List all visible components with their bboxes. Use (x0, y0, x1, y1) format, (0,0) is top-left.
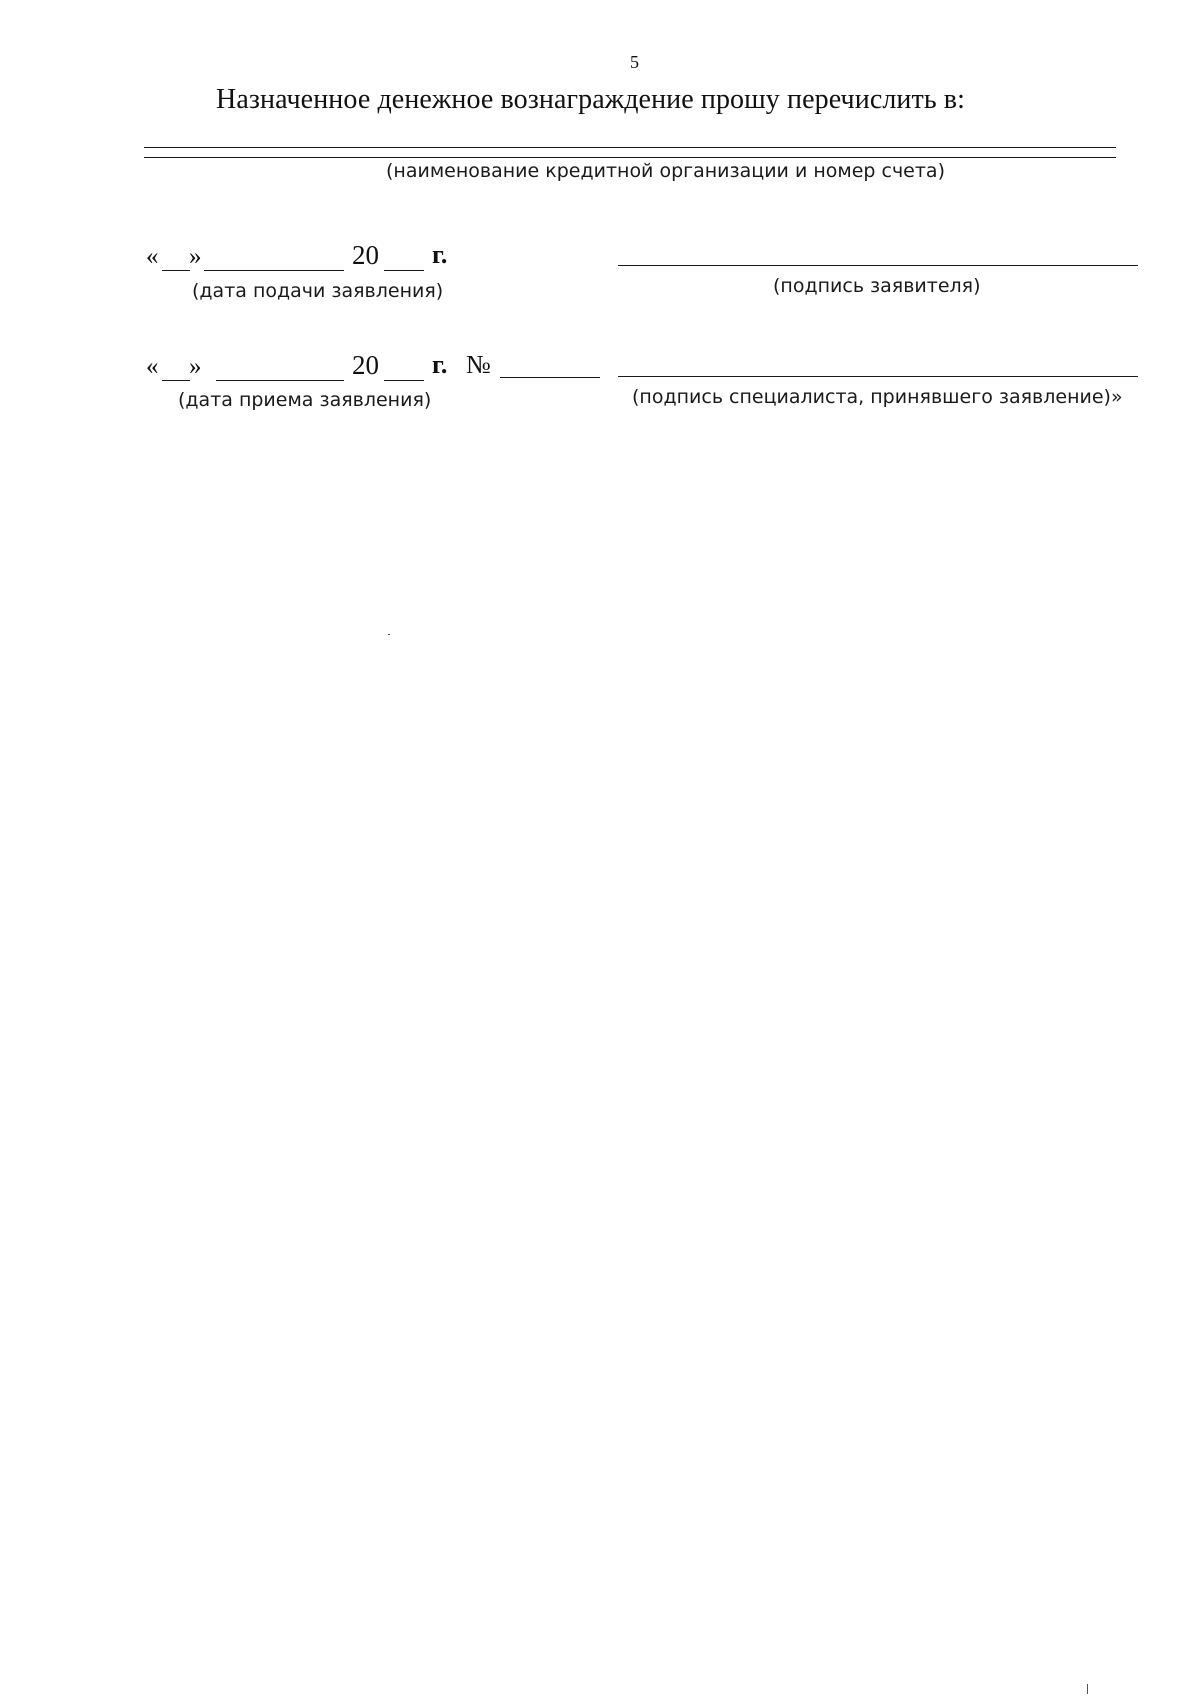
acceptance-day-close-quote: » (189, 353, 202, 380)
scan-speck-edge (1087, 1684, 1088, 1694)
bank-account-line-lower (144, 157, 1116, 158)
payment-instruction-text: Назначенное денежное вознаграждение прошу перечислить в: (216, 84, 966, 115)
specialist-signature-caption: (подпись специалиста, принявшего заявление)» (632, 386, 1123, 408)
page-number: 5 (630, 52, 639, 72)
submission-date-caption: (дата подачи заявления) (192, 280, 444, 302)
specialist-signature-line (618, 376, 1138, 377)
acceptance-date-caption: (дата приема заявления) (178, 389, 432, 411)
submission-month-line (204, 270, 344, 271)
applicant-signature-caption: (подпись заявителя) (773, 275, 981, 297)
bank-account-line (144, 147, 1116, 148)
submission-year-prefix: 20 (352, 240, 379, 270)
acceptance-day-line (162, 380, 190, 381)
acceptance-year-suffix: г. (432, 350, 448, 379)
acceptance-day-open-quote: « (146, 353, 159, 380)
acceptance-year-line (384, 380, 424, 381)
acceptance-month-line (216, 380, 344, 381)
submission-day-close-quote: » (189, 243, 202, 270)
applicant-signature-line (618, 265, 1138, 266)
submission-day-open-quote: « (146, 243, 159, 270)
acceptance-number-sign: № (466, 350, 491, 379)
acceptance-year-prefix: 20 (352, 350, 379, 380)
submission-day-line (162, 270, 190, 271)
scan-speck (388, 634, 390, 635)
bank-account-caption: (наименование кредитной организации и номер счета) (386, 160, 945, 182)
submission-year-suffix: г. (432, 240, 448, 269)
acceptance-number-line (500, 377, 600, 378)
submission-year-line (384, 270, 424, 271)
